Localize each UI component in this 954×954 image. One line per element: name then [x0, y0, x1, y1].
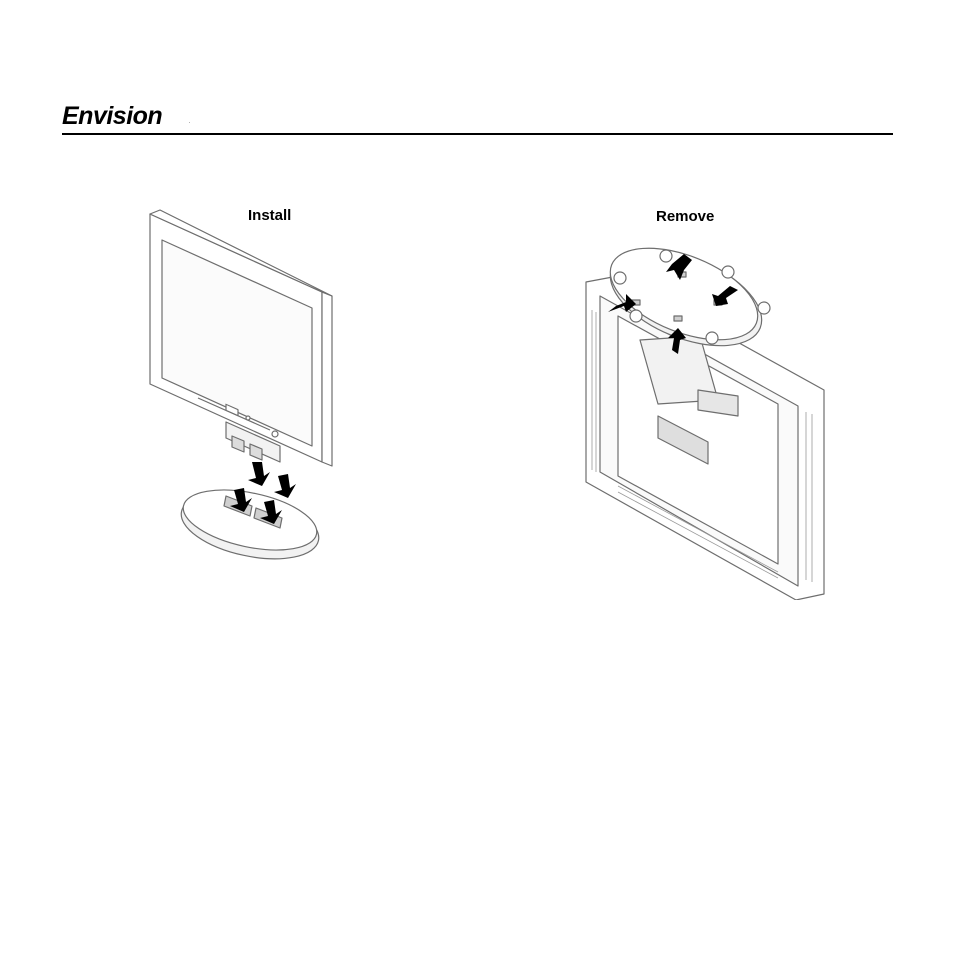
- remove-caption: Remove: [656, 208, 715, 225]
- install-caption: Install: [248, 207, 292, 224]
- down-arrow-icon: [274, 474, 296, 498]
- brand-logo-trademark: .: [189, 119, 191, 125]
- page-header: [0, 0, 954, 140]
- install-monitor-drawing: [140, 200, 350, 600]
- remove-monitor-drawing: [578, 220, 828, 600]
- header-divider: [62, 133, 893, 135]
- envision-logo: [62, 100, 202, 134]
- monitor-side: [322, 292, 332, 466]
- install-illustration: [140, 200, 350, 600]
- remove-illustration: [578, 220, 828, 600]
- brand-logo-text: Envision: [62, 102, 163, 130]
- down-arrow-icon: [248, 462, 270, 486]
